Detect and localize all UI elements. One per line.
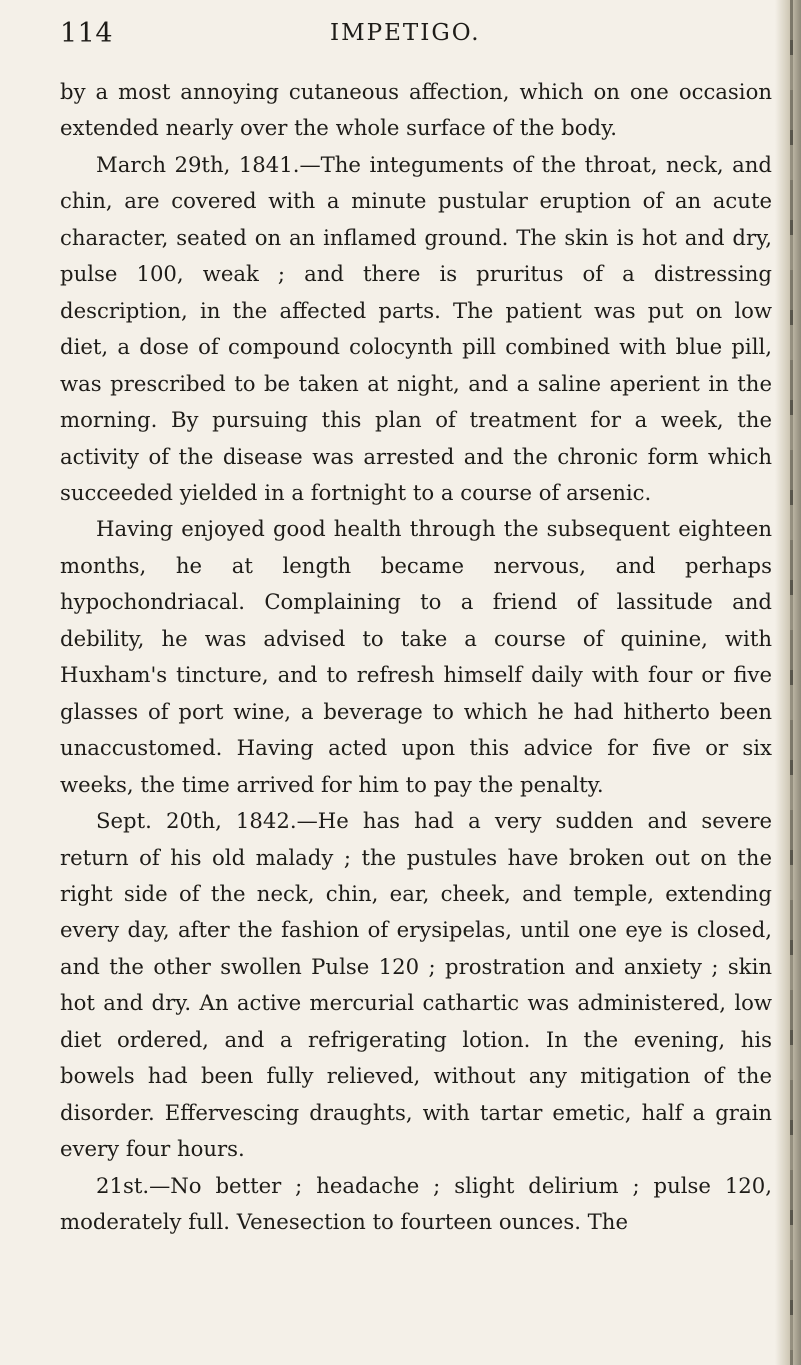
paragraph-continuation: by a most annoying cutaneous affection, which on one occasion extended nearly over the whole surface of the body. [60, 79, 772, 141]
page-number: 114 [60, 18, 114, 49]
running-head: IMPETIGO. [330, 20, 481, 46]
paragraph-health-history: Having enjoyed good health through the subsequent eighteen months, he at length became nervous, and perhaps hypochondriacal. Complaining to a friend of lassitude and debility, he was advised to take a course of quinine, with Huxham's tincture, and to refresh himself daily with four or five glasses of port wine, a beverage to which he had hitherto been unaccustomed. Having acted upon this advice for five or six weeks, the time arrived for him to pay the penalty. [60, 516, 772, 797]
page-edge-binding [790, 0, 793, 1365]
paragraph-sept-1842: Sept. 20th, 1842.—He has had a very sudden and severe return of his old malady ; the pustules have broken out on the right side of the neck, chin, ear, cheek, and temple, extending every day, after the fashion of erysipelas, until one eye is closed, and the other swollen Pulse 120 ; prostration and anxiety ; skin hot and dry. An active mercurial cathartic was administered, low diet ordered, and a refrigerating lotion. In the evening, his bowels had been fully relieved, without any mitigation of the disorder. Effervescing draughts, with tartar emetic, half a grain every four hours. [60, 808, 772, 1162]
page-header [60, 18, 780, 58]
paragraph-21st: 21st.—No better ; headache ; slight delirium ; pulse 120, moderately full. Venesection to fourteen ounces. The [60, 1172, 772, 1235]
page-edge-shadow [775, 0, 801, 1365]
paragraph-march-1841: March 29th, 1841.—The integuments of the throat, neck, and chin, are covered with a minute pustular eruption of an acute character, seated on an inflamed ground. The skin is hot and dry, pulse 100, weak ; and there is pruritus of a distressing description, in the affected parts. The patient was put on low diet, a dose of compound colocynth pill combined with blue pill, was prescribed to be taken at night, and a saline aperient in the morning. By pursuing this plan of treatment for a week, the activity of the disease was arrested and the chronic form which succeeded yielded in a fortnight to a course of arsenic. [60, 151, 772, 505]
body-text [60, 74, 772, 1241]
